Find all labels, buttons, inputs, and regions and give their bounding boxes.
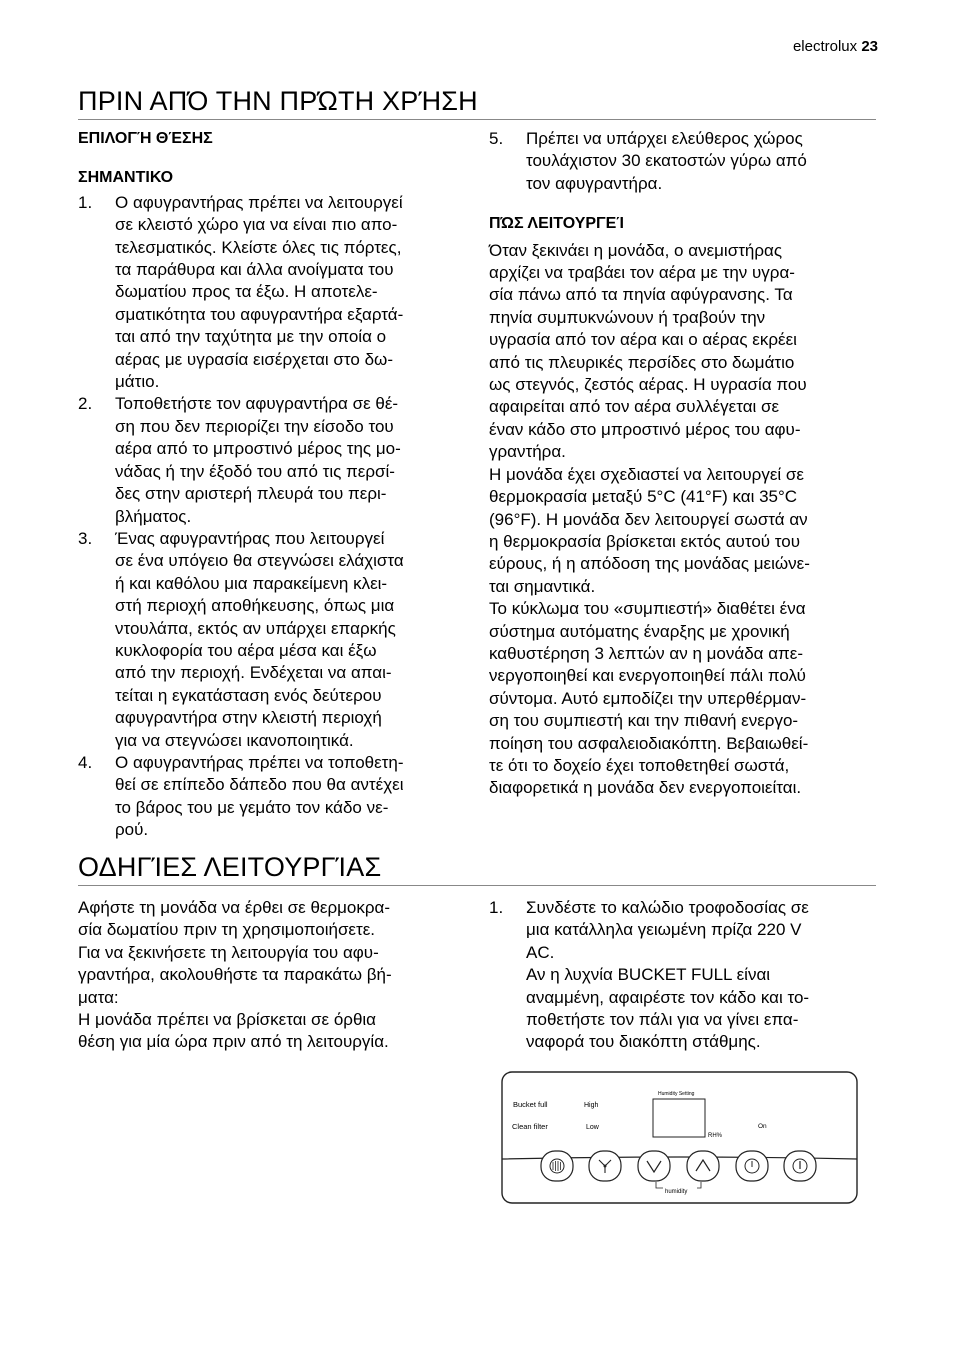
text-line: από τις πλευρικές περσίδες στο δωμάτιο: [489, 352, 795, 372]
text-line: Συνδέστε το καλώδιο τροφοδοσίας σε: [526, 898, 809, 917]
text-line: θερμοκρασία μεταξύ 5°C (41°F) και 35°C: [489, 487, 798, 507]
operation-steps-list: [489, 897, 884, 1054]
text-line: ναφορά του διακόπτη στάθμης.: [526, 1032, 761, 1052]
text-line: ως στεγνός, ζεστός αέρας. Η υγρασία που: [489, 375, 807, 395]
text-line: Τοποθετήστε τον αφυγραντήρα σε θέ-: [115, 394, 399, 414]
placement-list-continued: [489, 128, 884, 195]
text-line: η θερμοκρασία βρίσκεται εκτός αυτού του: [489, 531, 801, 551]
text-line: πηνία συμπυκνώνουν ή τραβούν την: [489, 307, 766, 327]
text-line: εύρους, ή η απόδοση της μονάδας μειώνε-: [489, 554, 810, 574]
text-line: αρχίζει να τραβάει τον αέρα με την υγρα-: [489, 263, 795, 283]
bucket-full-label: Bucket full: [513, 1100, 548, 1109]
text-line: μάτιο.: [115, 372, 160, 392]
text-line: Αφήστε τη μονάδα να έρθει σε θερμοκρα-: [78, 898, 391, 917]
how-it-works-text: [489, 240, 884, 800]
how-it-works-heading: ΠΏΣ ΛΕΙΤΟΥΡΓΕΊ: [489, 215, 624, 233]
text-line: δωματίου προς τα έξω. Η αποτελε-: [115, 282, 378, 302]
text-line: δες στην αριστερή πλευρά του περι-: [115, 484, 387, 504]
control-panel-diagram: [501, 1071, 859, 1205]
clean-filter-label: Clean filter: [512, 1122, 548, 1131]
text-line: σία πάνω από τα πηνία αφύγρανσης. Τα: [489, 285, 793, 305]
fan-button[interactable]: [589, 1151, 621, 1181]
text-line: σε ένα υπόγειο θα στεγνώσει ελάχιστα: [115, 551, 404, 571]
list-number: 4.: [78, 752, 93, 772]
on-label: On: [758, 1123, 767, 1130]
text-line: διαφορετικά η μονάδα δεν ενεργοποιείται.: [489, 778, 802, 798]
text-line: αφαιρείται από τον αέρα συλλέγεται σε: [489, 397, 780, 417]
text-line: Για να ξεκινήσετε τη λειτουργία του αφυ-: [78, 942, 379, 962]
text-line: υγρασία από τον αέρα και ο αέρας εκρέει: [489, 330, 797, 350]
text-line: Η μονάδα πρέπει να βρίσκεται σε όρθια: [78, 1010, 377, 1030]
text-line: Το κύκλωμα του «συμπιεστή» διαθέτει ένα: [489, 599, 806, 619]
list-item: [78, 528, 478, 752]
text-line: σματικότητα του αφυγραντήρα εξαρτά-: [115, 304, 404, 324]
page-header: [793, 38, 878, 55]
humidity-up-button[interactable]: [687, 1151, 719, 1181]
text-line: (96°F). Η μονάδα δεν λειτουργεί σωστά αν: [489, 509, 808, 529]
text-line: θέση για μία ώρα πριν από τη λειτουργία.: [78, 1032, 389, 1052]
list-item: [78, 393, 478, 527]
text-line: τε ότι το δοχείο έχει τοποθετηθεί σωστά,: [489, 755, 790, 775]
text-line: σε κλειστό χώρο για να είναι πιο απο-: [115, 215, 398, 235]
text-line: τελεσματικός. Κλείστε όλες τις πόρτες,: [115, 237, 402, 257]
text-line: νάδας ή την έξοδό του από τις περσί-: [115, 461, 395, 481]
humidity-setting-label: Humidity Setting: [658, 1091, 695, 1097]
text-line: τουλάχιστον 30 εκατοστών γύρω από: [526, 151, 807, 171]
section2-left-text: [78, 897, 478, 1054]
text-line: το βάρος του με γεμάτο τον κάδο νε-: [115, 797, 389, 817]
text-line: ποθετήστε τον πάλι για να γίνει επα-: [526, 1010, 799, 1030]
rh-label: RH%: [708, 1133, 723, 1139]
text-line: αναμμένη, αφαιρέστε τον κάδο και το-: [526, 987, 810, 1007]
text-line: σία δωματίου πριν τη χρησιμοποιήσετε.: [78, 920, 376, 940]
text-line: Ο αφυγραντήρας πρέπει να λειτουργεί: [115, 192, 403, 212]
text-line: Η μονάδα έχει σχεδιαστεί να λειτουργεί σε: [489, 464, 804, 484]
text-line: τείται η εγκατάσταση ενός δεύτερου: [115, 685, 382, 705]
section1-title: ΠΡΙΝ ΑΠΌ ΤΗΝ ΠΡΏΤΗ ΧΡΉΣΗ: [78, 86, 876, 120]
low-label: Low: [586, 1124, 599, 1131]
power-button[interactable]: [784, 1151, 816, 1181]
humidity-display: [653, 1099, 705, 1137]
text-line: Ένας αφυγραντήρας που λειτουργεί: [115, 528, 385, 548]
text-line: στή περιοχή αποθήκευσης, όπως μια: [115, 596, 395, 616]
section1-right-column: [489, 128, 884, 800]
text-line: θεί σε επίπεδο δάπεδο που θα αντέχει: [115, 775, 404, 795]
text-line: AC.: [526, 942, 555, 962]
text-line: σύντομα. Αυτό εμποδίζει την υπερθέρμαν-: [489, 688, 807, 708]
text-line: από την περιοχή. Ενδέχεται να απαι-: [115, 663, 392, 683]
list-item: [78, 192, 478, 394]
text-line: έναν κάδο στο μπροστινό μέρος του αφυ-: [489, 419, 801, 439]
text-line: ποίηση του ασφαλειοδιακόπτη. Βεβαιωθεί-: [489, 733, 809, 753]
text-line: αέρας με υγρασία εισέρχεται στο δω-: [115, 349, 393, 369]
page-number: 23: [861, 38, 878, 55]
text-line: γραντήρα.: [489, 442, 566, 462]
placement-list: [78, 192, 478, 842]
section2-title: ΟΔΗΓΊΕΣ ΛΕΙΤΟΥΡΓΊΑΣ: [78, 852, 876, 886]
section2-right-column: [489, 897, 884, 1054]
text-line: ση που δεν περιορίζει την είσοδο του: [115, 416, 394, 436]
filter-button[interactable]: [541, 1151, 573, 1181]
text-line: Ο αφυγραντήρας πρέπει να τοποθετη-: [115, 752, 404, 772]
text-line: τα παράθυρα και άλλα ανοίγματα του: [115, 260, 394, 280]
high-label: High: [584, 1102, 599, 1109]
text-line: καθυστέρηση 3 λεπτών αν η μονάδα απε-: [489, 643, 804, 663]
text-line: ται από την ταχύτητα με την οποία ο: [115, 327, 387, 347]
text-line: για να στεγνώσει ικανοποιητικά.: [115, 730, 354, 750]
text-line: ματα:: [78, 987, 119, 1007]
text-line: τον αφυγραντήρα.: [526, 173, 663, 193]
timer-button[interactable]: [736, 1151, 768, 1181]
text-line: Πρέπει να υπάρχει ελεύθερος χώρος: [526, 129, 803, 148]
text-line: ή και καθόλου μια παρακείμενη κλει-: [115, 573, 388, 593]
text-line: αφυγραντήρα στην κλειστή περιοχή: [115, 708, 382, 728]
brand-name: electrolux: [792, 38, 858, 55]
text-line: ται σημαντικά.: [489, 576, 596, 596]
list-number: 5.: [489, 129, 504, 148]
list-item: [78, 752, 478, 842]
text-line: αέρα από το μπροστινό μέρος της μο-: [115, 439, 401, 459]
humidity-down-button[interactable]: [638, 1151, 670, 1181]
list-number: 1.: [78, 192, 93, 212]
text-line: γραντήρα, ακολουθήστε τα παρακάτω βή-: [78, 965, 392, 985]
humidity-label: humidity: [665, 1189, 688, 1195]
text-line: σύστημα αυτόματης έναρξης με χρονική: [489, 621, 790, 641]
text-line: κυκλοφορία του αέρα μέσα και έξω: [115, 640, 377, 660]
list-item: [489, 897, 884, 1054]
text-line: Αν η λυχνία BUCKET FULL είναι: [526, 965, 771, 985]
text-line: ντουλάπα, εκτός αν υπάρχει επαρκής: [115, 618, 396, 638]
section1-left-column: [78, 128, 478, 842]
list-number: 1.: [489, 898, 504, 917]
text-line: βλήματος.: [115, 506, 192, 526]
list-number: 3.: [78, 528, 93, 548]
text-line: νεργοποιηθεί και ενεργοποιηθεί πάλι πολύ: [489, 666, 806, 686]
important-heading: ΣΗΜΑΝΤΙΚΟ: [78, 169, 174, 187]
text-line: Όταν ξεκινάει η μονάδα, ο ανεμιστήρας: [489, 240, 783, 260]
text-line: ση του συμπιεστή και την πιθανή ενεργο-: [489, 711, 799, 731]
list-item: [489, 128, 884, 195]
text-line: ρού.: [115, 820, 149, 840]
text-line: μια κατάλληλα γειωμένη πρίζα 220 V: [526, 920, 802, 940]
placement-heading: ΕΠΙΛΟΓΉ ΘΈΣΗΣ: [78, 130, 213, 147]
list-number: 2.: [78, 394, 93, 414]
